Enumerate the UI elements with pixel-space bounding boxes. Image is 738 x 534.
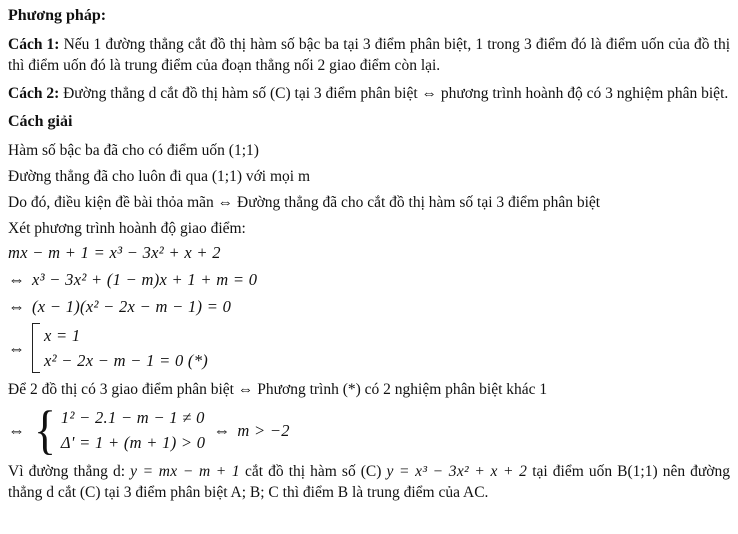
case-root-1: x = 1 [44, 326, 81, 345]
system-row-1: 1² − 2.1 − m − 1 ≠ 0 [60, 408, 205, 427]
line-passes-through: Đường thẳng đã cho luôn đi qua (1;1) với mọi m [8, 168, 311, 185]
system-result [213, 420, 289, 441]
line-condition: Do đó, điều kiện đề bài thỏa mãn ⇔ Đường thẳng đã cho cắt đồ thị hàm số tại 3 điểm phân biệt [8, 194, 601, 211]
conclusion-text-2: cắt đồ thị hàm số (C) [239, 463, 387, 480]
heading-method: Phương pháp: [8, 7, 107, 24]
method-1-text: Nếu 1 đường thẳng cắt đồ thị hàm số bậc ba tại 3 điểm phân biệt, 1 trong 3 điểm đó là điểm uốn của đồ thị thì điểm uốn đó là trung điểm của đoạn thẳng nối 2 giao điểm còn lại. [8, 36, 731, 74]
equation-cases [8, 323, 730, 373]
equation-2-expression: x³ − 3x² + (1 − m)x + 1 + m = 0 [32, 270, 258, 289]
line-distinct-roots-condition: Để 2 đồ thị có 3 giao điểm phân biệt ⇔ Phương trình (*) có 2 nghiệm phân biệt khác 1 [8, 381, 548, 398]
system-column [61, 405, 205, 455]
square-bracket-delimiter [32, 323, 40, 373]
cases-column [44, 323, 208, 373]
equation-1 [8, 242, 730, 263]
equation-3-expression: (x − 1)(x² − 2x − m − 1) = 0 [32, 297, 232, 316]
equation-1-expression: mx − m + 1 = x³ − 3x² + x + 2 [8, 243, 221, 262]
conclusion-text-1: Vì đường thẳng d: [8, 463, 131, 480]
conclusion-line-formula: y = mx − m + 1 [130, 463, 240, 480]
line-equation-intro: Xét phương trình hoành độ giao điểm: [8, 220, 246, 237]
paragraph-method-2 [8, 83, 730, 104]
method-2-label: Cách 2: [8, 85, 60, 102]
case-quadratic: x² − 2x − m − 1 = 0 (*) [44, 351, 209, 370]
equation-system [8, 400, 730, 460]
conclusion-cubic-formula: y = x³ − 3x² + x + 2 [386, 463, 528, 480]
equivalence-arrow: ⇔ [213, 420, 231, 440]
equivalence-arrow: ⇔ [8, 270, 25, 289]
equation-3 [8, 296, 730, 317]
system-row-2: Δ' = 1 + (m + 1) > 0 [60, 433, 206, 452]
paragraph-method-1 [8, 34, 730, 76]
method-1-label: Cách 1: [8, 36, 60, 53]
line-inflection-point: Hàm số bậc ba đã cho có điểm uốn (1;1) [8, 142, 259, 159]
equivalence-arrow: ⇔ [8, 297, 25, 316]
equivalence-arrow: ⇔ [8, 338, 25, 358]
conclusion-text-3: tại điểm uốn B(1;1) nên đường thẳng d cắt (C) tại 3 điểm phân biệt A; B; C thì điểm B là trung điểm của AC. [8, 463, 730, 501]
heading-solution: Cách giải [8, 113, 73, 130]
method-2-text: Đường thẳng d cắt đồ thị hàm số (C) tại 3 điểm phân biệt ⇔ phương trình hoành độ có 3 nghiệm phân biệt. [59, 85, 729, 102]
equation-2 [8, 269, 730, 290]
result-inequality: m > −2 [237, 420, 290, 440]
curly-brace-delimiter: { [33, 400, 56, 460]
equivalence-arrow: ⇔ [8, 420, 25, 440]
paragraph-conclusion [8, 461, 730, 503]
